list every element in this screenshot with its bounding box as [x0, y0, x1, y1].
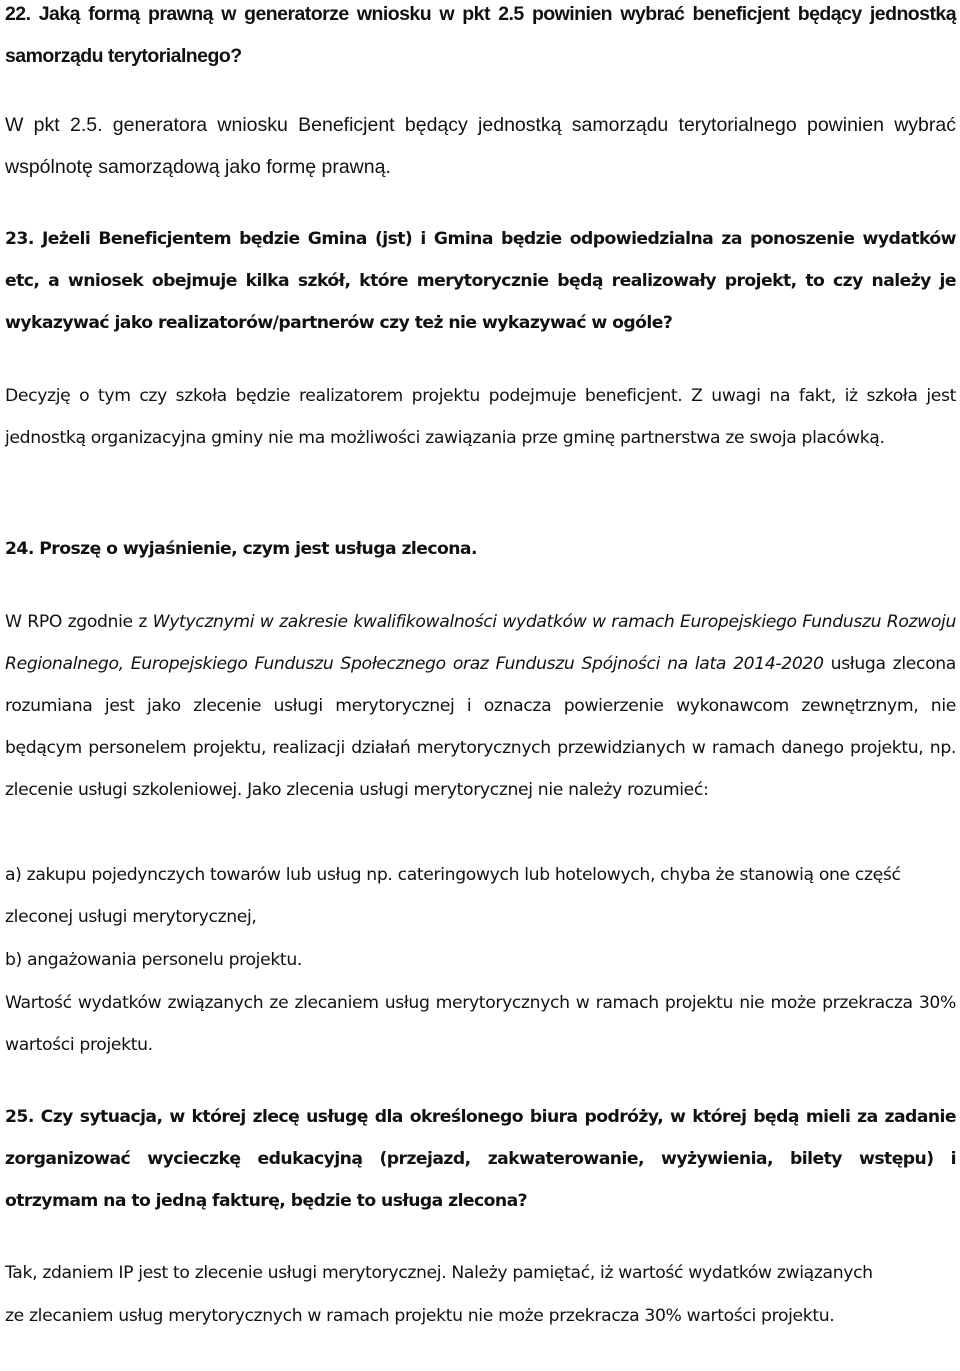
- question-22: 22. Jaką formą prawną w generatorze wniosku w pkt 2.5 powinien wybrać beneficjent będący jednostką samorządu terytorialnego?: [5, 3, 956, 67]
- answer-24-limit: Wartość wydatków związanych ze zlecaniem usług merytorycznych w ramach projektu nie może przekracza 30% wartości projektu.: [5, 993, 956, 1055]
- answer-24-item-a: a) zakupu pojedynczych towarów lub usług np. cateringowych lub hotelowych, chyba że stanowią one część zleconej usługi merytorycznej,: [5, 865, 901, 927]
- answer-24-intro: W RPO zgodnie z: [5, 612, 147, 632]
- question-25: 25. Czy sytuacja, w której zlecę usługę dla określonego biura podróży, w której będą mieli za zadanie zorganizować wycieczkę edukacyjną (przejazd, zakwaterowanie, wyżywienia, bilety wstępu) i otrzymam na to jedną fakturę, będzie to usługa zlecona?: [5, 1107, 956, 1211]
- answer-25: Tak, zdaniem IP jest to zlecenie usługi merytorycznej. Należy pamiętać, iż wartość wydatków związanych ze zlecaniem usług merytorycznych w ramach projektu nie może przekracza 30% wartości projektu.: [5, 1263, 873, 1326]
- answer-22: W pkt 2.5. generatora wniosku Beneficjent będący jednostką samorządu terytorialnego powinien wybrać wspólnotę samorządową jako formę prawną.: [5, 114, 956, 178]
- question-23: 23. Jeżeli Beneficjentem będzie Gmina (jst) i Gmina będzie odpowiedzialna za ponoszenie wydatków etc, a wniosek obejmuje kilka szkół, które merytorycznie będą realizowały projekt, to czy należy je wykazywać jako realizatorów/partnerów czy też nie wykazywać w ogóle?: [5, 229, 956, 333]
- answer-24: [5, 601, 956, 811]
- answer-23: Decyzję o tym czy szkoła będzie realizatorem projektu podejmuje beneficjent. Z uwagi na fakt, iż szkoła jest jednostką organizacyjna gminy nie ma możliwości zawiązania prze gminę partnerstwa ze swoja placówką.: [5, 386, 956, 448]
- question-24: 24. Proszę o wyjaśnienie, czym jest usługa zlecona.: [5, 539, 477, 559]
- answer-24-item-b: b) angażowania personelu projektu.: [5, 950, 302, 970]
- guidelines-title: Wytycznymi w zakresie kwalifikowalności wydatków w ramach Europejskiego Funduszu Rozwoju Regionalnego, Europejskiego Funduszu Społecznego oraz Funduszu Spójności na lata 2014-2020: [5, 612, 957, 674]
- answer-24-rest: usługa zlecona rozumiana jest jako zlecenie usługi merytorycznej i oznacza powierzenie wykonawcom zewnętrznym, nie będącym personelem projektu, realizacji działań merytorycznych przewidzianych w ramach danego projektu, np. zlecenie usługi szkoleniowej. Jako zlecenia usługi merytorycznej nie należy rozumieć:: [5, 654, 956, 800]
